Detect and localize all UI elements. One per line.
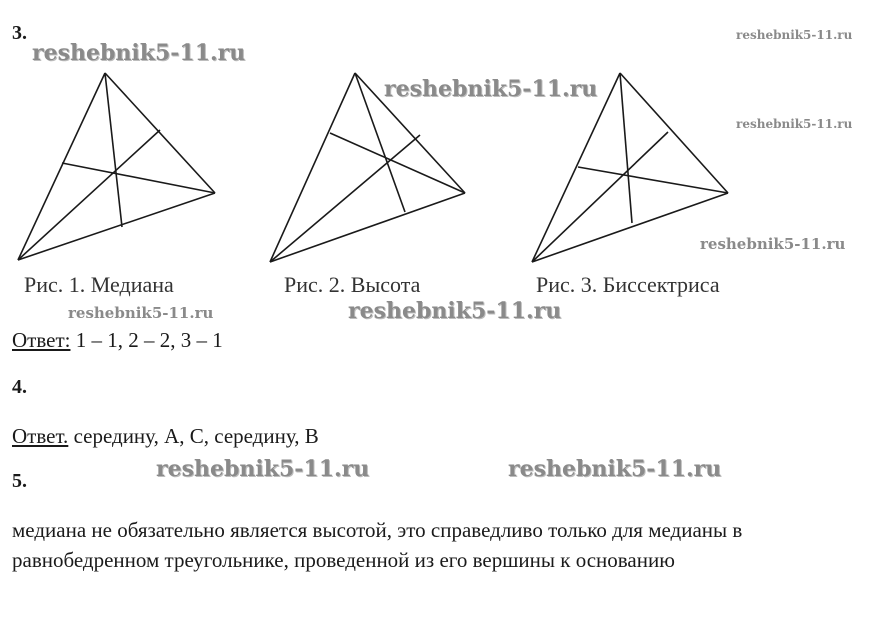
altitude-line	[270, 135, 420, 262]
watermark: reshebnik5-11.ru	[508, 456, 722, 482]
median-line	[18, 130, 160, 260]
figure-3-lines	[532, 73, 728, 262]
answer-label: Ответ.	[12, 424, 69, 448]
task-3-number: 3.	[12, 22, 27, 44]
triangle-side	[18, 193, 215, 260]
triangle-side	[270, 73, 355, 262]
task-5-number: 5.	[12, 470, 27, 492]
task-3-answer	[12, 328, 223, 353]
task-5-text-line-1: медиана не обязательно является высотой, это справедливо только для медианы в	[12, 518, 743, 542]
triangle-side	[532, 73, 620, 262]
answer-text: 1 – 1, 2 – 2, 3 – 1	[70, 328, 223, 352]
watermark: reshebnik5-11.ru	[736, 28, 853, 42]
figure-3-caption: Рис. 3. Биссектриса	[536, 272, 720, 297]
watermark: reshebnik5-11.ru	[348, 298, 562, 324]
triangle-side	[355, 73, 465, 193]
figure-2-caption: Рис. 2. Высота	[284, 272, 421, 297]
bisector-line	[532, 132, 668, 262]
figure-1-caption: Рис. 1. Медиана	[24, 272, 174, 297]
altitude-line	[355, 73, 405, 212]
task-5-text-line-2: равнобедренном треугольнике, проведенной из его вершины к основанию	[12, 548, 675, 572]
watermark: reshebnik5-11.ru	[68, 304, 214, 322]
answer-text: середину, А, С, середину, В	[68, 424, 319, 448]
task-4-number: 4.	[12, 376, 27, 398]
triangle-side	[270, 193, 465, 262]
watermark: reshebnik5-11.ru	[32, 40, 246, 66]
figure-1-lines	[18, 73, 215, 260]
triangle-side	[18, 73, 105, 260]
watermark: reshebnik5-11.ru	[700, 235, 846, 253]
altitude-line	[330, 133, 465, 193]
median-line	[105, 73, 122, 227]
bisector-line	[620, 73, 632, 223]
watermark: reshebnik5-11.ru	[156, 456, 370, 482]
task-4-answer	[12, 424, 319, 449]
watermark: reshebnik5-11.ru	[384, 76, 598, 102]
answer-label: Ответ:	[12, 328, 71, 352]
triangle-side	[620, 73, 728, 193]
figure-2-lines	[270, 73, 465, 262]
watermark: reshebnik5-11.ru	[736, 117, 853, 131]
bisector-line	[578, 167, 728, 193]
